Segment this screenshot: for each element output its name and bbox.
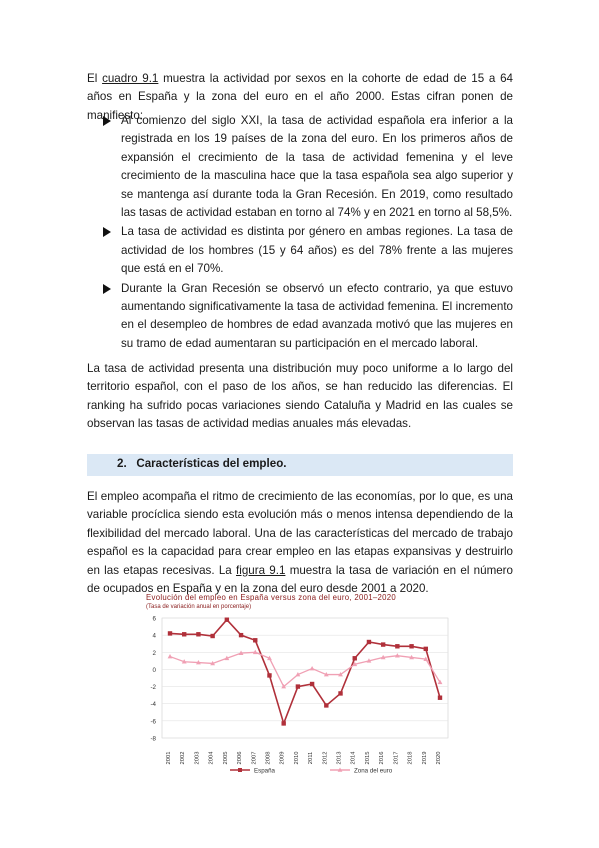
cuadro-link[interactable]: cuadro 9.1 <box>102 72 159 85</box>
x-tick-label: 2003 <box>194 751 201 765</box>
y-tick-label: -2 <box>150 684 156 692</box>
data-point-espana <box>409 644 413 648</box>
bullet-text: La tasa de actividad es distinta por género en ambas regiones. La tasa de actividad de los hombres (15 y 64 años) es del 78% frente a las mujeres que está en el 70%. <box>121 225 513 276</box>
x-tick-label: 2010 <box>293 751 300 765</box>
data-point-espana <box>381 642 385 646</box>
data-point-espana <box>267 673 271 677</box>
paragraph-employment <box>87 488 513 598</box>
data-point-espana <box>395 644 399 648</box>
bullet-list <box>103 112 513 354</box>
data-point-espana <box>296 684 300 688</box>
x-tick-label: 2012 <box>322 751 329 765</box>
data-point-espana <box>196 632 200 636</box>
arrow-bullet-icon <box>103 116 111 126</box>
legend-label: Zona del euro <box>354 767 393 775</box>
data-point-espana <box>281 721 285 725</box>
y-tick-label: 2 <box>152 649 156 657</box>
x-tick-label: 2013 <box>336 751 343 765</box>
x-tick-label: 2009 <box>279 751 286 765</box>
bullet-item <box>103 223 513 278</box>
paragraph-territory: La tasa de actividad presenta una distribución muy poco uniforme a lo largo del territorio español, con el paso de los años, se han reducido las diferencias. El ranking ha sufrido pocas variaciones siendo Cataluña y Madrid en las cuales se observan las tasas de actividad medias anuales más elevadas. <box>87 362 513 431</box>
bullet-item <box>103 112 513 222</box>
figura-link[interactable]: figura 9.1 <box>236 563 286 577</box>
legend-marker <box>238 768 242 772</box>
x-tick-label: 2007 <box>251 751 258 765</box>
x-tick-label: 2002 <box>180 751 187 765</box>
plot-area <box>162 618 448 738</box>
y-tick-label: -6 <box>150 718 156 726</box>
data-point-espana <box>225 618 229 622</box>
x-tick-label: 2015 <box>364 751 371 765</box>
employment-text-end: muestra la tasa de variación en el número de ocupados en España y en la zona del euro desde 2001 a 2020. <box>87 563 513 596</box>
section-heading <box>117 457 287 470</box>
x-tick-label: 2014 <box>350 751 357 765</box>
data-point-espana <box>168 631 172 635</box>
data-point-espana <box>182 632 186 636</box>
x-tick-label: 2019 <box>421 751 428 765</box>
y-tick-label: -8 <box>150 735 156 743</box>
intro-text-end: muestra la actividad por sexos en la cohorte de edad de 15 a 64 años en España y la zona del euro en el año 2000. Estas cifran ponen de manifiesto: <box>87 72 513 122</box>
data-point-espana <box>310 682 314 686</box>
x-tick-label: 2005 <box>222 751 229 765</box>
y-tick-label: 6 <box>152 615 156 623</box>
employment-line-chart <box>140 610 460 780</box>
x-tick-label: 2008 <box>265 751 272 765</box>
chart-subtitle: (Tasa de variación anual en porcentaje) <box>146 604 252 610</box>
data-point-espana <box>438 696 442 700</box>
chart-title: Evolución del empleo en España versus zona del euro, 2001–2020 <box>146 593 397 602</box>
x-tick-label: 2016 <box>379 751 386 765</box>
bullet-text: Al comienzo del siglo XXI, la tasa de actividad española era inferior a la registrada en los 19 países de la zona del euro. En los primeros años de expansión el crecimiento de la tasa de actividad femenina y el leve crecimiento de la masculina hace que la tasa española sea algo superior y se mantenga así durante toda la Gran Recesión. En 2019, como resultado las tasas de actividad estaban en torno al 74% y en 2021 en torno al 58,5%. <box>121 114 513 220</box>
section-title: Características del empleo. <box>136 457 287 470</box>
bullet-text: Durante la Gran Recesión se observó un efecto contrario, ya que estuvo aumentando significativamente la tasa de actividad femenina. El incremento en el desempleo de hombres de edad avanzada motivó que las mujeres en su tramo de edad aumentaran su participación en el mercado laboral. <box>121 281 513 350</box>
arrow-bullet-icon <box>103 284 111 294</box>
data-point-espana <box>324 703 328 707</box>
legend-label: España <box>254 767 275 775</box>
data-point-espana <box>253 638 257 642</box>
x-tick-label: 2001 <box>166 751 172 765</box>
x-tick-label: 2017 <box>393 751 400 765</box>
section-number: 2. <box>117 457 127 470</box>
data-point-espana <box>424 647 428 651</box>
data-point-espana <box>353 656 357 660</box>
y-tick-label: -4 <box>150 701 156 709</box>
intro-text-start: El <box>87 72 103 85</box>
x-tick-label: 2006 <box>237 751 244 765</box>
data-point-zona-euro <box>168 654 173 658</box>
y-tick-label: 0 <box>152 666 156 674</box>
data-point-espana <box>338 691 342 695</box>
y-tick-label: 4 <box>152 632 156 640</box>
data-point-espana <box>367 640 371 644</box>
data-point-zona-euro <box>310 666 315 670</box>
x-tick-label: 2004 <box>208 751 215 765</box>
arrow-bullet-icon <box>103 227 111 237</box>
data-point-espana <box>239 633 243 637</box>
data-point-espana <box>210 634 214 638</box>
employment-text-start: El empleo acompaña el ritmo de crecimiento de las economías, por lo que, es una variable procíclica siendo esta evolución más o menos intensa dependiendo de la flexibilidad del mercado laboral. Una de las características del mercado de trabajo español es la capacidad para crear empleo en las etapas expansivas y destruirlo en las etapas recesivas. La <box>87 490 513 577</box>
x-tick-label: 2011 <box>308 751 315 765</box>
bullet-item <box>103 280 513 354</box>
x-tick-label: 2020 <box>436 751 442 765</box>
x-tick-label: 2018 <box>407 751 414 765</box>
